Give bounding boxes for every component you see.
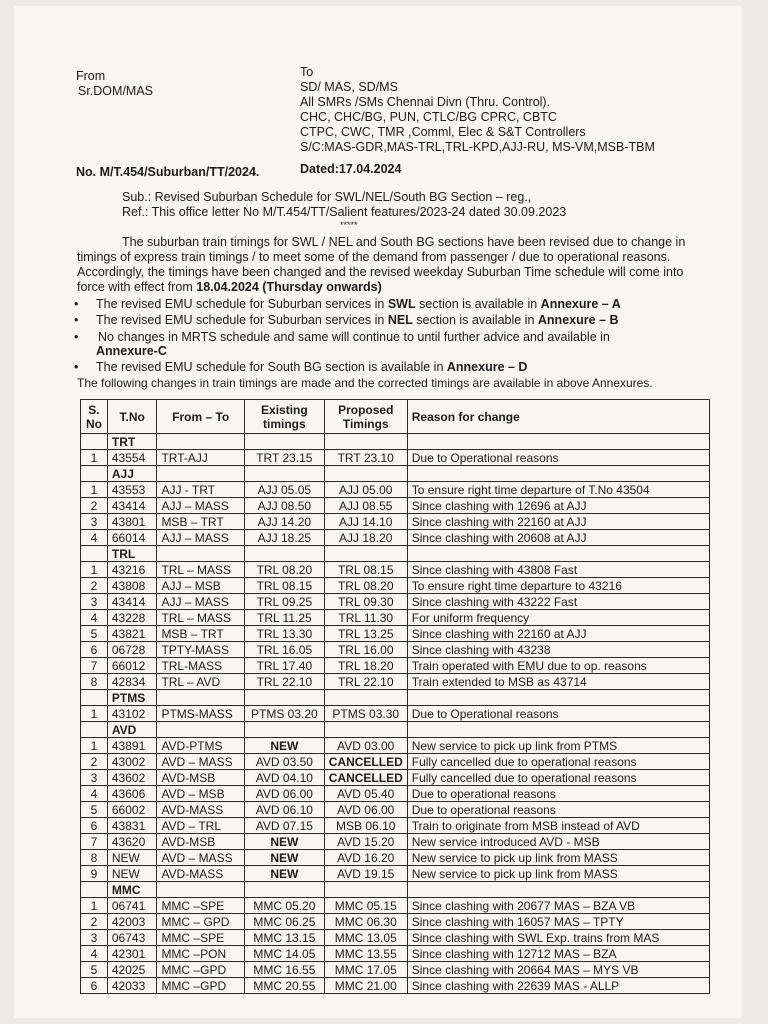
bullet-text: section is available in (415, 297, 541, 311)
table-row (81, 946, 710, 962)
reason: Since clashing with 43222 Fast (407, 594, 709, 610)
serial-no: 6 (81, 818, 108, 834)
proposed-timing: TRL 18.20 (324, 658, 407, 674)
existing-timing: TRL 22.10 (244, 674, 324, 690)
table-row (81, 658, 710, 674)
train-no: 43102 (107, 706, 157, 722)
existing-timing: AVD 03.50 (244, 754, 324, 770)
reason: Train operated with EMU due to op. reasons (407, 658, 709, 674)
subject-line: Sub.: Revised Suburban Schedule for SWL/NEL/South BG Section – reg., (122, 190, 532, 204)
empty-cell (244, 466, 324, 482)
from-to: MSB – TRT (157, 514, 245, 530)
proposed-timing: AVD 03.00 (324, 738, 407, 754)
from-to: TRL – MASS (157, 610, 245, 626)
table-row (81, 450, 710, 466)
train-no: 43414 (107, 594, 157, 610)
train-no: 43891 (107, 738, 157, 754)
serial-no: 4 (81, 530, 108, 546)
serial-no: 3 (81, 514, 108, 530)
serial-no: 8 (81, 850, 108, 866)
from-to: AVD – MASS (157, 850, 245, 866)
reason: New service to pick up link from PTMS (407, 738, 709, 754)
train-no: 43602 (107, 770, 157, 786)
bullet-icon: • (74, 297, 79, 311)
to-line: CTPC, CWC, TMR ,Comml, Elec & S&T Controllers (300, 125, 586, 139)
train-no: 43606 (107, 786, 157, 802)
bullet-text: The revised EMU schedule for South BG section is available in (96, 360, 447, 374)
table-row (81, 962, 710, 978)
train-no: 43801 (107, 514, 157, 530)
empty-cell (244, 690, 324, 706)
effective-date: 18.04.2024 (Thursday onwards) (196, 280, 382, 294)
section-name: AVD (107, 722, 157, 738)
empty-cell (81, 434, 108, 450)
section-row (81, 690, 710, 706)
train-no: 06728 (107, 642, 157, 658)
table-row (81, 738, 710, 754)
from-to: AVD-MSB (157, 834, 245, 850)
from-to: AVD-MSB (157, 770, 245, 786)
table-row (81, 914, 710, 930)
train-no: 06743 (107, 930, 157, 946)
bullet-text: The revised EMU schedule for Suburban services in (96, 297, 388, 311)
reason: Due to Operational reasons (407, 450, 709, 466)
serial-no: 3 (81, 594, 108, 610)
existing-timing: MMC 06.25 (244, 914, 324, 930)
from-to: AVD – MSB (157, 786, 245, 802)
existing-timing: TRT 23.15 (244, 450, 324, 466)
proposed-timing: MMC 13.55 (324, 946, 407, 962)
from-to: AVD – TRL (157, 818, 245, 834)
from-to: TPTY-MASS (157, 642, 245, 658)
from-to: AJJ – MASS (157, 498, 245, 514)
train-no: 43216 (107, 562, 157, 578)
existing-timing: AJJ 05.05 (244, 482, 324, 498)
table-row (81, 610, 710, 626)
section-name: SWL (387, 297, 416, 311)
from-to: AJJ – MSB (157, 578, 245, 594)
serial-no: 2 (81, 578, 108, 594)
table-row (81, 514, 710, 530)
proposed-timing: PTMS 03.30 (324, 706, 407, 722)
serial-no: 5 (81, 962, 108, 978)
reason: Fully cancelled due to operational reasons (407, 754, 709, 770)
table-row (81, 978, 710, 994)
train-no: 66012 (107, 658, 157, 674)
proposed-timing: TRL 08.20 (324, 578, 407, 594)
empty-cell (407, 466, 709, 482)
reason: For uniform frequency (407, 610, 709, 626)
existing-timing: MMC 20.55 (244, 978, 324, 994)
bullet-text: section is available in (412, 313, 538, 327)
col-header-sno: S. No (81, 400, 108, 434)
reason: Since clashing with 12696 at AJJ (407, 498, 709, 514)
to-label: To (300, 65, 314, 79)
bullet-icon: • (74, 330, 79, 344)
empty-cell (157, 690, 245, 706)
existing-timing: NEW (244, 738, 324, 754)
empty-cell (157, 434, 245, 450)
proposed-timing: AVD 05.40 (324, 786, 407, 802)
from-to: MMC –GPD (157, 962, 245, 978)
existing-timing: AJJ 08.50 (244, 498, 324, 514)
from-to: MMC –GPD (157, 978, 245, 994)
proposed-timing: AVD 16.20 (324, 850, 407, 866)
serial-no: 2 (81, 498, 108, 514)
existing-timing: MMC 13.15 (244, 930, 324, 946)
reason: Since clashing with 22639 MAS - ALLP (407, 978, 709, 994)
table-intro: The following changes in train timings are made and the corrected timings are available in above Annexures. (77, 376, 653, 390)
table-row (81, 786, 710, 802)
proposed-timing: MSB 06.10 (324, 818, 407, 834)
serial-no: 5 (81, 802, 108, 818)
serial-no: 1 (81, 706, 108, 722)
existing-timing: AVD 04.10 (244, 770, 324, 786)
existing-timing: AVD 07.15 (244, 818, 324, 834)
col-header-proposed: Proposed Timings (324, 400, 407, 434)
bullet-icon: • (74, 360, 79, 374)
section-name: PTMS (107, 690, 157, 706)
reason: Since clashing with 20664 MAS – MYS VB (407, 962, 709, 978)
from-to: MSB – TRT (157, 626, 245, 642)
proposed-timing: TRL 13.25 (324, 626, 407, 642)
section-row (81, 434, 710, 450)
proposed-timing: AJJ 14.10 (324, 514, 407, 530)
table-row (81, 594, 710, 610)
serial-no: 6 (81, 642, 108, 658)
train-no: 43414 (107, 498, 157, 514)
table-row (81, 562, 710, 578)
train-no: 43002 (107, 754, 157, 770)
table-row (81, 626, 710, 642)
proposed-timing: AJJ 08.55 (324, 498, 407, 514)
serial-no: 7 (81, 834, 108, 850)
proposed-timing: TRL 11.30 (324, 610, 407, 626)
reason: Due to Operational reasons (407, 706, 709, 722)
existing-timing: TRL 08.20 (244, 562, 324, 578)
reason: Fully cancelled due to operational reasons (407, 770, 709, 786)
train-no: 43554 (107, 450, 157, 466)
section-name: TRT (107, 434, 157, 450)
reason: Since clashing with 20677 MAS – BZA VB (407, 898, 709, 914)
serial-no: 4 (81, 786, 108, 802)
to-line: CHC, CHC/BG, PUN, CTLC/BG CPRC, CBTC (300, 110, 557, 124)
from-to: TRL – MASS (157, 562, 245, 578)
existing-timing: MMC 05.20 (244, 898, 324, 914)
table-row (81, 850, 710, 866)
table-row (81, 482, 710, 498)
proposed-timing: MMC 06.30 (324, 914, 407, 930)
existing-timing: MMC 16.55 (244, 962, 324, 978)
train-no: 06741 (107, 898, 157, 914)
existing-timing: TRL 09.25 (244, 594, 324, 610)
empty-cell (244, 434, 324, 450)
proposed-timing: TRL 09.30 (324, 594, 407, 610)
proposed-timing: TRL 16.00 (324, 642, 407, 658)
serial-no: 1 (81, 482, 108, 498)
paragraph-line: timings of express train timings / to meet some of the demand from passenger / due to operational reasons. (77, 250, 671, 264)
col-header-existing: Existing timings (244, 400, 324, 434)
col-header-reason: Reason for change (407, 400, 709, 434)
train-no: 43821 (107, 626, 157, 642)
table-row (81, 642, 710, 658)
section-row (81, 466, 710, 482)
reason: Since clashing with 16057 MAS – TPTY (407, 914, 709, 930)
reason: Train to originate from MSB instead of AVD (407, 818, 709, 834)
serial-no: 3 (81, 930, 108, 946)
serial-no: 6 (81, 978, 108, 994)
proposed-timing: AJJ 05.00 (324, 482, 407, 498)
from-to: MMC –SPE (157, 930, 245, 946)
bullet-text: The revised EMU schedule for Suburban services in (96, 313, 388, 327)
table-row (81, 706, 710, 722)
section-name: NEL (387, 313, 413, 327)
proposed-timing: MMC 05.15 (324, 898, 407, 914)
proposed-timing: AJJ 18.20 (324, 530, 407, 546)
reference-line: Ref.: This office letter No M/T.454/TT/Salient features/2023-24 dated 30.09.2023 (122, 205, 567, 219)
reason: To ensure right time departure of T.No 43504 (407, 482, 709, 498)
train-no: 42033 (107, 978, 157, 994)
reason: To ensure right time departure to 43216 (407, 578, 709, 594)
train-no: 43831 (107, 818, 157, 834)
proposed-timing: MMC 21.00 (324, 978, 407, 994)
reason: Since clashing with SWL Exp. trains from MAS (407, 930, 709, 946)
from-to: AJJ – MASS (157, 594, 245, 610)
to-line: S/C:MAS-GDR,MAS-TRL,TRL-KPD,AJJ-RU, MS-VM,MSB-TBM (300, 140, 655, 154)
serial-no: 3 (81, 770, 108, 786)
from-to: PTMS-MASS (157, 706, 245, 722)
empty-cell (407, 434, 709, 450)
train-no: 42301 (107, 946, 157, 962)
letter-date: Dated:17.04.2024 (300, 162, 402, 176)
existing-timing: NEW (244, 866, 324, 882)
table-row (81, 674, 710, 690)
reason: New service introduced AVD - MSB (407, 834, 709, 850)
from-to: MMC –SPE (157, 898, 245, 914)
existing-timing: AVD 06.00 (244, 786, 324, 802)
bullet-icon: • (74, 313, 79, 327)
reason: Since clashing with 22160 at AJJ (407, 514, 709, 530)
train-no: NEW (107, 850, 157, 866)
annexure-name: Annexure – D (446, 360, 528, 374)
section-row (81, 722, 710, 738)
existing-timing: TRL 11.25 (244, 610, 324, 626)
serial-no: 1 (81, 738, 108, 754)
train-no: 66014 (107, 530, 157, 546)
proposed-timing: MMC 17.05 (324, 962, 407, 978)
proposed-timing: AVD 15.20 (324, 834, 407, 850)
serial-no: 8 (81, 674, 108, 690)
section-name: MMC (107, 882, 157, 898)
empty-cell (157, 722, 245, 738)
bullet-text: No changes in MRTS schedule and same will continue to until further advice and available in (98, 330, 610, 344)
from-to: TRL-MASS (157, 658, 245, 674)
table-row (81, 578, 710, 594)
empty-cell (324, 466, 407, 482)
train-no: NEW (107, 866, 157, 882)
col-header-from-to: From – To (157, 400, 245, 434)
from-to: TRL – AVD (157, 674, 245, 690)
from-to: AVD-PTMS (157, 738, 245, 754)
from-to: AJJ – MASS (157, 530, 245, 546)
train-no: 42003 (107, 914, 157, 930)
table-row (81, 530, 710, 546)
reason: Since clashing with 43808 Fast (407, 562, 709, 578)
existing-timing: NEW (244, 850, 324, 866)
existing-timing: AJJ 14.20 (244, 514, 324, 530)
paragraph-line: Accordingly, the timings have been changed and the revised weekday Suburban Time schedule will come into (77, 265, 684, 279)
reason: Due to operational reasons (407, 786, 709, 802)
annexure-name: Annexure – A (540, 297, 621, 311)
empty-cell (81, 690, 108, 706)
reason: New service to pick up link from MASS (407, 850, 709, 866)
from-name: Sr.DOM/MAS (78, 84, 154, 98)
empty-cell (324, 722, 407, 738)
to-line: SD/ MAS, SD/MS (300, 80, 398, 94)
empty-cell (157, 882, 245, 898)
proposed-timing: AVD 19.15 (324, 866, 407, 882)
from-to: AVD-MASS (157, 866, 245, 882)
table-row (81, 818, 710, 834)
proposed-timing: AVD 06.00 (324, 802, 407, 818)
empty-cell (81, 466, 108, 482)
serial-no: 4 (81, 610, 108, 626)
existing-timing: AJJ 18.25 (244, 530, 324, 546)
table-row (81, 930, 710, 946)
from-to: TRT-AJJ (157, 450, 245, 466)
empty-cell (407, 722, 709, 738)
serial-no: 1 (81, 898, 108, 914)
proposed-timing: TRT 23.10 (324, 450, 407, 466)
train-no: 42025 (107, 962, 157, 978)
existing-timing: PTMS 03.20 (244, 706, 324, 722)
serial-no: 5 (81, 626, 108, 642)
paragraph-line: The suburban train timings for SWL / NEL and South BG sections have been revised due to change in (122, 235, 686, 249)
annexure-name: Annexure – B (537, 313, 619, 327)
serial-no: 9 (81, 866, 108, 882)
proposed-timing: TRL 08.15 (324, 562, 407, 578)
serial-no: 7 (81, 658, 108, 674)
reason: Train extended to MSB as 43714 (407, 674, 709, 690)
empty-cell (407, 882, 709, 898)
serial-no: 1 (81, 562, 108, 578)
empty-cell (324, 434, 407, 450)
separator-stars: ***** (340, 220, 358, 230)
empty-cell (244, 546, 324, 562)
from-label: From (76, 69, 106, 83)
reason: New service to pick up link from MASS (407, 866, 709, 882)
from-to: MMC –PON (157, 946, 245, 962)
section-row (81, 546, 710, 562)
existing-timing: MMC 14.05 (244, 946, 324, 962)
table-row (81, 754, 710, 770)
annexure-c: Annexure-C (96, 344, 167, 358)
reason: Since clashing with 43238 (407, 642, 709, 658)
section-row (81, 882, 710, 898)
existing-timing: NEW (244, 834, 324, 850)
from-to: AVD – MASS (157, 754, 245, 770)
empty-cell (324, 690, 407, 706)
empty-cell (324, 882, 407, 898)
empty-cell (407, 690, 709, 706)
empty-cell (157, 466, 245, 482)
table-header-row (81, 400, 710, 434)
section-name: TRL (107, 546, 157, 562)
table-row (81, 834, 710, 850)
reason: Since clashing with 22160 at AJJ (407, 626, 709, 642)
table-row (81, 898, 710, 914)
serial-no: 4 (81, 946, 108, 962)
existing-timing: TRL 17.40 (244, 658, 324, 674)
table-row (81, 802, 710, 818)
train-no: 43808 (107, 578, 157, 594)
section-name: AJJ (107, 466, 157, 482)
col-header-tno: T.No (107, 400, 157, 434)
proposed-timing: CANCELLED (324, 754, 407, 770)
from-to: AJJ - TRT (157, 482, 245, 498)
empty-cell (81, 882, 108, 898)
table-row (81, 498, 710, 514)
table-row (81, 866, 710, 882)
empty-cell (244, 722, 324, 738)
reason: Since clashing with 12712 MAS – BZA (407, 946, 709, 962)
paragraph-text: force with effect from (77, 280, 197, 294)
schedule-table (80, 399, 710, 994)
train-no: 42834 (107, 674, 157, 690)
empty-cell (324, 546, 407, 562)
empty-cell (157, 546, 245, 562)
train-no: 66002 (107, 802, 157, 818)
existing-timing: TRL 08.15 (244, 578, 324, 594)
proposed-timing: MMC 13.05 (324, 930, 407, 946)
existing-timing: AVD 06.10 (244, 802, 324, 818)
serial-no: 2 (81, 754, 108, 770)
serial-no: 1 (81, 450, 108, 466)
from-to: MMC – GPD (157, 914, 245, 930)
to-line: All SMRs /SMs Chennai Divn (Thru. Control). (300, 95, 551, 109)
reason: Since clashing with 20608 at AJJ (407, 530, 709, 546)
train-no: 43620 (107, 834, 157, 850)
existing-timing: TRL 16.05 (244, 642, 324, 658)
from-to: AVD-MASS (157, 802, 245, 818)
train-no: 43553 (107, 482, 157, 498)
proposed-timing: CANCELLED (324, 770, 407, 786)
reason: Due to operational reasons (407, 802, 709, 818)
existing-timing: TRL 13.30 (244, 626, 324, 642)
paragraph-line-last (77, 280, 382, 296)
table-row (81, 770, 710, 786)
empty-cell (81, 722, 108, 738)
empty-cell (244, 882, 324, 898)
empty-cell (407, 546, 709, 562)
empty-cell (81, 546, 108, 562)
serial-no: 2 (81, 914, 108, 930)
proposed-timing: TRL 22.10 (324, 674, 407, 690)
letter-number: No. M/T.454/Suburban/TT/2024. (76, 165, 260, 179)
train-no: 43228 (107, 610, 157, 626)
